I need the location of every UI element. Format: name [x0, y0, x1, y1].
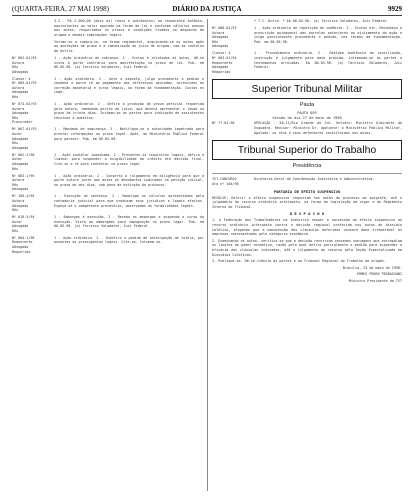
tst-rule — [212, 173, 402, 174]
case-reference-line: Advogada — [12, 111, 29, 116]
case-entry — [212, 177, 402, 186]
case-reference-line: Nº 100-4/95 — [12, 194, 35, 199]
case-reference-line: Advogado — [12, 187, 29, 192]
case-reference — [12, 19, 54, 37]
case-reference-line: Nº 003-01/94 — [212, 55, 237, 60]
case-reference-line: Nº 085-01/93 — [12, 81, 37, 86]
case-reference-line: Autor — [12, 132, 23, 137]
case-reference-line: Advogado — [12, 245, 29, 250]
case-reference-line: Autora — [12, 60, 25, 65]
case-entry — [212, 19, 402, 24]
case-reference-line: Autora — [12, 178, 25, 183]
header-rule — [12, 15, 402, 16]
stm-session-number: PAUTA 059 — [297, 111, 317, 116]
case-reference-line: Nº 067-01/93 — [12, 127, 37, 132]
case-text: 1 - Ação ordinária. 2 - Indefiro o pedido de antecipação de tutela, por ausentes os pressupostos legais. Cite-se. Intimem-se. — [54, 235, 204, 245]
left-column — [12, 19, 204, 257]
case-entry — [12, 153, 204, 171]
stm-entry — [212, 121, 402, 135]
column-divider — [207, 19, 208, 491]
case-reference — [12, 236, 54, 254]
tst-paragraph-2: 2. Examinando os autos, verifica-se que a decisão recorrida concedeu vantagens que extrapolam os limites do poder normativo, razão pela qual defiro parcialmente o pedido para suspender a eficácia das cláusulas indicadas, até o julgamento do recurso pela Seção Especializada em Dissídios Coletivos. — [212, 238, 402, 257]
case-entry — [12, 194, 204, 212]
stm-entry-ref: Nº 77-01.98 — [212, 121, 235, 126]
case-text: 1 - Ação ordinária de repetição de indébito. 2 - Vistos etc. Reconheço a prescrição quinquenal das parcelas anteriores ao ajuizamento da ação e julgo parcialmente procedente o pedido, nos termos da fundamentação. Pub. em 06.05.98. — [254, 25, 402, 44]
right-column-top-entries — [212, 19, 402, 74]
case-reference — [12, 153, 54, 171]
right-column — [212, 19, 402, 284]
case-entry — [12, 215, 204, 233]
case-reference-line: Classe: 4 — [12, 76, 31, 81]
case-entry — [12, 56, 204, 74]
case-reference-line: Advogado — [12, 203, 29, 208]
case-reference-line: Nº 004-1/98 — [12, 235, 35, 240]
case-reference-line: Réu — [12, 182, 19, 187]
tst-subtitle: Presidência — [292, 163, 322, 170]
case-reference-line: Réu — [12, 208, 19, 213]
case-text: 1 - Embargos à execução. 2 - Recebo os embargos e suspendo o curso da execução. Vista ao embargado para impugnação no prazo legal. Pub. em 06.05.98. (a) Tarcísio Valadares, Juiz Federal. — [54, 215, 204, 229]
case-reference-line: Nº 074-02/93 — [12, 102, 37, 107]
tst-signature-role: Ministro Presidente do TST — [348, 278, 402, 283]
case-reference-line: Advogado — [212, 35, 229, 40]
case-entry — [12, 236, 204, 254]
tst-paragraph-3: 3. Publique-se. Dê-se ciência às partes e ao Tribunal Regional do Trabalho de origem. — [212, 259, 386, 264]
case-reference — [12, 194, 54, 212]
header-publication: DIÁRIO DA JUSTIÇA — [172, 5, 242, 13]
case-text: 1 - Execução de sentença. 2 - Homologo os cálculos apresentados pela contadoria judicial para que produzam seus jurídicos e legais efeitos. Expeça-se o competente precatório, observadas as formalidades legais. — [54, 194, 204, 208]
tst-section-title: PORTARIA DE EFEITO SUSPENSIVO — [273, 188, 341, 194]
case-reference-line: Advogado — [12, 224, 29, 229]
tst-court-heading: Tribunal Superior do Trabalho — [212, 140, 402, 160]
case-entry — [12, 102, 204, 125]
tst-entries — [212, 177, 402, 186]
case-reference-line: Réu — [12, 141, 19, 146]
case-reference — [212, 26, 254, 49]
case-reference-line: Classe: 4 — [212, 51, 231, 56]
case-reference-line: Advogado — [212, 44, 229, 49]
case-entry — [212, 51, 402, 74]
case-reference-line: Procurador — [12, 120, 33, 125]
case-reference — [12, 40, 54, 54]
case-text: 1 - Ação ordinária. 2 - Converto o julgamento em diligência para que a parte autora junte aos autos os documentos indicados na petição inicial, no prazo de dez dias, sob pena de extinção do processo. — [54, 173, 204, 187]
case-text: 1 - Ação ordinária. 2 - Ante o exposto, julgo procedente o pedido e condeno a parte ré ao pagamento das diferenças apuradas, acrescidas de correção monetária e juros legais, na forma da fundamentação. Custas ex lege. — [54, 76, 204, 95]
case-reference-line: Advogado — [12, 90, 29, 95]
case-reference-line: Réu — [212, 39, 219, 44]
case-reference-line: Autora — [12, 106, 25, 111]
case-reference-line: Autor — [12, 219, 23, 224]
case-reference-line: TST-CONCURSO — [212, 177, 237, 182]
case-reference — [212, 19, 254, 24]
tst-signature-place: Brasília, 25 de maio de 1998. — [342, 265, 402, 270]
case-reference-line: Autora — [212, 30, 225, 35]
stm-entry-text: APELAÇÃO - 58.11/Rio Grande do Sul. Relator: Ministro Almirante de Esquadra. Revisor: Ministro Dr. Apelante: o Ministério Público Militar. Apelado: os réus e seus defensores constituídos nos autos. — [254, 121, 402, 135]
case-reference — [12, 215, 54, 233]
case-reference-line: Requerido — [12, 249, 31, 254]
case-text: Diretoria-Geral de Coordenação Judiciária e Administrativa. — [254, 177, 375, 182]
case-entry — [12, 77, 204, 100]
case-entry — [12, 19, 204, 37]
case-reference-line: Autora — [12, 198, 25, 203]
case-reference-line: Ato nº 104/98 — [212, 181, 239, 186]
case-reference — [12, 56, 54, 74]
case-text: Intime-se e cumpra-se, na forma regimental, arquivando-se os autos após as anotações de praxe e a comunicação ao juízo de origem, com as cautelas de estilo. — [54, 39, 204, 53]
header-page-number: 9929 — [388, 5, 402, 13]
stm-session-date: Sessão do dia 27 de maio de 1998 — [272, 116, 342, 121]
case-reference — [212, 177, 254, 186]
tst-signature-name: ERMES PEDRO PEDRASSANI — [357, 272, 402, 277]
tst-despacho-title: D E S P A C H O — [289, 211, 325, 217]
case-reference-line: Réu — [12, 65, 19, 70]
case-text: 1 - Procedimento ordinário. 2 - Designo audiência de conciliação, instrução e julgamento para data próxima, intimando-se as partes e testemunhas arroladas. Em 06.05.98. (a) Tarcísio Valadares, Juiz Federal. — [254, 51, 402, 70]
case-reference-line: Nº 002-2/98 — [12, 152, 35, 157]
case-reference-line: Requerente — [12, 240, 33, 245]
case-text: 1 - Mandado de segurança. 2 - Notifique-se a autoridade impetrada para prestar informações no prazo legal. Após, ao Ministério Público Federal para parecer. Pub. em 06.05.98. — [54, 127, 204, 141]
case-reference-line: Nº 002-01/95 — [12, 55, 37, 60]
case-reference — [12, 77, 54, 100]
case-reference-line: Autora — [12, 85, 25, 90]
page-header — [12, 5, 402, 15]
tst-intro: RESOLVE: Deferir o efeito suspensivo requerido nos autos do processo em epígrafe, até o julgamento do recurso ordinário interposto, na forma da legislação em vigor e do Regimento Interno do Tribunal. — [212, 195, 402, 209]
case-reference-line: Nº 088-01/93 — [212, 25, 237, 30]
case-reference-line: Advogado — [12, 69, 29, 74]
case-reference — [12, 102, 54, 125]
case-entry — [12, 127, 204, 150]
case-reference-line: Advogado — [12, 145, 29, 150]
case-entry — [12, 174, 204, 192]
stm-subtitle: Pauta — [299, 102, 315, 109]
case-reference-line: Requerente — [212, 60, 233, 65]
case-reference-line: Advogado — [12, 136, 29, 141]
case-reference-line: Advogado — [12, 161, 29, 166]
case-reference-line: Nº 018-5/94 — [12, 215, 35, 220]
case-entry — [12, 40, 204, 54]
case-text: 1 - Ação ordinária de cobrança. 2 - Vistos e relatados os autos, dê-se vista à parte contrária para manifestação no prazo de lei. Pub. em 06.05.98. (a) Tarcísio Valadares, Juiz Federal. — [54, 55, 204, 70]
case-reference-line: Nº 083-1/95 — [12, 173, 35, 178]
case-entry — [212, 26, 402, 49]
case-reference-line: Réu — [12, 95, 19, 100]
case-reference-line: Réu — [12, 228, 19, 233]
case-reference-line: Advogado — [212, 65, 229, 70]
case-reference — [212, 51, 254, 74]
case-reference-line: Réu — [12, 166, 19, 171]
case-reference-line: Autor — [12, 157, 23, 162]
tst-paragraph-1: 1. A Federação dos Trabalhadores na Indústria requer a concessão de efeito suspensivo ao recurso ordinário interposto contra a decisão regional proferida nos autos do dissídio coletivo, alegando que a manutenção das cláusulas deferidas causará dano irreparável às empresas representadas pela categoria econômica. — [212, 218, 402, 237]
case-reference — [12, 127, 54, 150]
stm-court-heading: Superior Tribunal Militar — [212, 79, 402, 99]
header-date: (QUARTA-FEIRA, 27 MAI 1998) — [12, 5, 110, 13]
case-text: 1 - Ação ordinária. 2 - Defiro a produção de prova pericial requerida pela autora, nomeando perito do juízo, que deverá apresentar o laudo no prazo de trinta dias. Intimem-se as partes para indicação de assistentes técnicos e quesitos. — [54, 102, 204, 120]
case-text: * T.C. Dutra. * Em 06.05.98. (a) Tarcísio Valadares, Juiz Federal. — [254, 19, 389, 23]
case-reference-line: Requerido — [212, 69, 231, 74]
case-reference — [12, 174, 54, 192]
case-reference-line: Réu — [12, 115, 19, 120]
case-text: 1 - Ação cautelar inominada. 2 - Presentes os requisitos legais, defiro a liminar para suspender a exigibilidade do crédito até decisão final. Cite-se a ré para contestar no prazo legal. — [54, 152, 204, 166]
case-text: 3.2 - R$ 2.500,00 (dois mil reais e quinhentos) ao requerente Antônio, equivalentes ao valor apurado na forma da lei e conforme cálculos anexos aos autos, respeitados os prazos e condições fixados no despacho de origem e demais cominações legais. — [54, 19, 204, 37]
